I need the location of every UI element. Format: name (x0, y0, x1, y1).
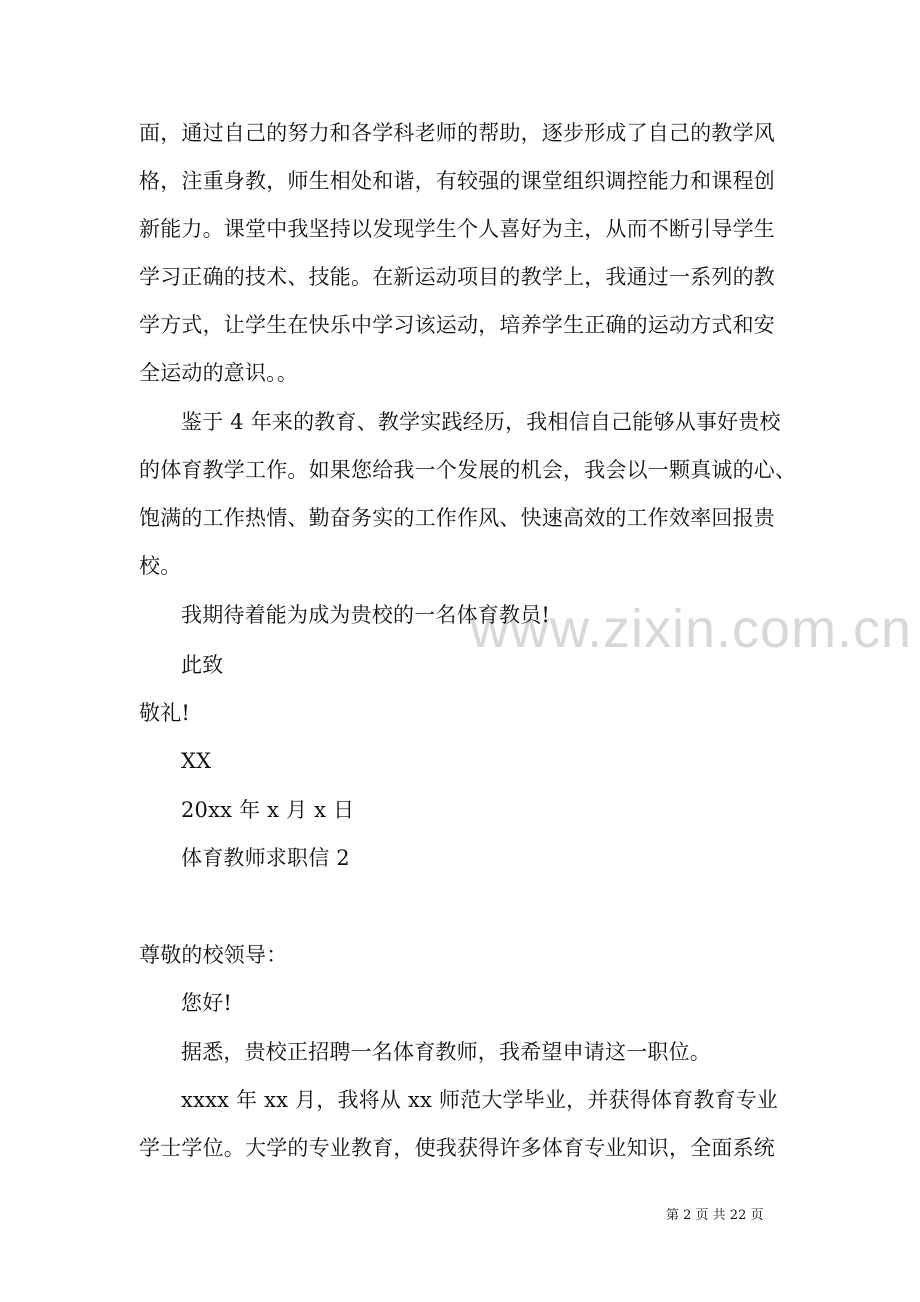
text-line: 全运动的意识。。 (139, 361, 299, 385)
text-line: 的体育教学工作。如果您给我一个发展的机会，我会以一颗真诚的心、 (139, 458, 797, 482)
text-line: xxxx 年 xx 月，我将从 xx 师范大学毕业，并获得体育教育专业 (181, 1088, 779, 1112)
section-title: 体育教师求职信 2 (181, 846, 350, 870)
text-line: 格，注重身教，师生相处和谐，有较强的课堂组织调控能力和课程创 (139, 169, 775, 193)
watermark: www.zixin.com.cn (470, 599, 913, 659)
signature: XX (181, 749, 212, 773)
text-line: 面，通过自己的努力和各学科老师的帮助，逐步形成了自己的教学风 (139, 121, 775, 145)
text-line: 鉴于 4 年来的教育、教学实践经历，我相信自己能够从事好贵校 (181, 410, 781, 434)
closing-line: 敬礼! (139, 701, 191, 725)
date: 20xx 年 x 月 x 日 (181, 798, 355, 822)
text-line: 学士学位。大学的专业教育，使我获得许多体育专业知识，全面系统 (139, 1136, 775, 1160)
page-number: 第 2 页 共 22 页 (666, 1208, 764, 1223)
text-line: 新能力。课堂中我坚持以发现学生个人喜好为主，从而不断引导学生 (139, 217, 775, 241)
text-line: 学方式，让学生在快乐中学习该运动，培养学生正确的运动方式和安 (139, 313, 775, 337)
text-line: 饱满的工作热情、勤奋务实的工作作风、快速高效的工作效率回报贵 (139, 506, 775, 530)
text-line: 校。 (139, 554, 182, 578)
closing-line: 此致 (181, 653, 224, 677)
expectation-line: 我期待着能为成为贵校的一名体育教员! (181, 603, 551, 627)
text-line: 学习正确的技术、技能。在新运动项目的教学上，我通过一系列的教 (139, 265, 775, 289)
greeting: 您好! (181, 991, 233, 1015)
salutation: 尊敬的校领导： (139, 943, 288, 967)
intro-line: 据悉，贵校正招聘一名体育教师，我希望申请这一职位。 (181, 1040, 711, 1064)
